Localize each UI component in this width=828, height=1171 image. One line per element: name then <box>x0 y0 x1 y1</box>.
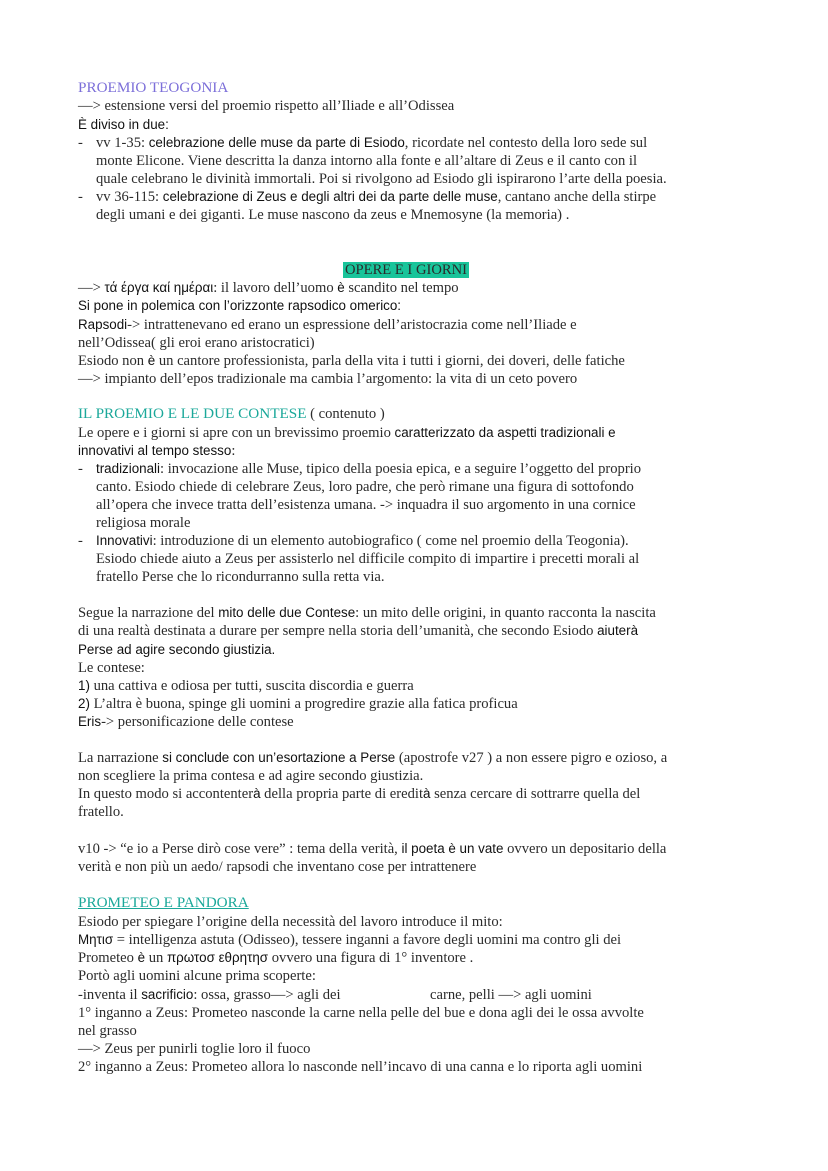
text: : invocazione alle Muse, tipico della poesia epica, e a seguire l’oggetto del proprio <box>160 461 642 477</box>
bold-text: il poeta è un vate <box>401 841 504 856</box>
text: —> <box>78 280 105 296</box>
text-line: non scegliere la prima contesa e ad agire secondo giustizia. <box>78 768 424 784</box>
bold-text: à <box>423 786 431 801</box>
text: senza cercare di sottrarre quella del <box>430 786 641 802</box>
text: una cattiva e odiosa per tutti, suscita discordia e guerra <box>89 678 414 694</box>
bold-text: si conclude con un’esortazione a Perse <box>162 750 396 765</box>
text-line: fratello Perse che lo ricondurranno sulla retta via. <box>96 569 385 585</box>
text-line: 1° inganno a Zeus: Prometeo nasconde la carne nella pelle del bue e dona agli dei le ossa avvolte <box>78 1005 644 1021</box>
bold-text: è <box>137 950 146 965</box>
text-line: nell’Odissea( gli eroi erano aristocratici) <box>78 335 315 351</box>
text: -inventa il <box>78 987 142 1003</box>
text-line: Esiodo chiede aiuto a Zeus per assisterlo nel difficile compito di impartire i precetti morali al <box>96 551 640 567</box>
highlighted-title: OPERE E I GIORNI <box>345 262 468 278</box>
text-line: —> Zeus per punirli toglie loro il fuoco <box>78 1041 311 1057</box>
bold-text: mito delle due Contese <box>218 605 356 620</box>
bold-text: Eris <box>78 714 102 729</box>
text-line <box>78 840 666 858</box>
section-title-opere-e-giorni <box>343 261 469 279</box>
text-line: fratello. <box>78 804 124 820</box>
text: della propria parte di eredit <box>260 786 424 802</box>
text-line <box>78 622 638 640</box>
text-line <box>78 352 625 370</box>
bold-text: tradizionali <box>96 461 161 476</box>
bold-text: celebrazione di Zeus e degli altri dei da parte delle muse <box>162 189 498 204</box>
text-line: —> impianto dell’epos tradizionale ma cambia l’argomento: la vita di un ceto povero <box>78 371 578 387</box>
text: vv 1-35: <box>96 135 149 151</box>
text: ovvero una figura di 1° inventore . <box>268 950 474 966</box>
text-line: all’opera che invece tratta dell’esistenza umana. -> inquadra il suo argomento in una cornice <box>96 497 636 513</box>
text-line <box>78 316 577 334</box>
text: -> intrattenevano ed erano un espressione dell’aristocrazia come nell’Iliade e <box>127 317 577 333</box>
text: Le opere e i giorni si apre con un brevissimo proemio <box>78 425 395 441</box>
text: v10 -> “e io a Perse dirò cose vere” : tema della verità, <box>78 841 402 857</box>
section-title-prometeo-pandora: PROMETEO E PANDORA <box>78 894 249 911</box>
greek-text: τά έργα καί ημέραι <box>104 280 214 295</box>
text: : <box>231 443 236 459</box>
text-line: canto. Esiodo chiede di celebrare Zeus, loro padre, che però rimane una figura di sottofondo <box>96 479 634 495</box>
title-text: IL PROEMIO E LE DUE CONTESE <box>78 405 307 422</box>
text: L’altra è buona, spinge gli uomini a progredire grazie alla fatica proficua <box>89 696 518 712</box>
bullet-dash: - <box>78 189 83 205</box>
text-line: quale celebrano le divinità immortali. Poi si rivolgono ad Esiodo gli ispirarono l’arte della poesia. <box>96 171 667 187</box>
text: : un mito delle origini, in quanto racconta la nascita <box>355 605 656 621</box>
text-line: È diviso in due: <box>78 117 169 132</box>
text: ovvero un depositario della <box>503 841 667 857</box>
bold-text: sacrificio <box>141 987 194 1002</box>
bold-text: celebrazione delle muse da parte di Esiodo <box>148 135 405 150</box>
text: La narrazione <box>78 750 163 766</box>
text: Esiodo non <box>78 353 148 369</box>
bold-text: è <box>337 280 345 295</box>
text-line <box>78 931 621 949</box>
text-line: Perse ad agire secondo giustizia. <box>78 642 276 657</box>
text-line: carne, pelli —> agli uomini <box>430 987 592 1003</box>
text-line <box>78 749 667 767</box>
text-line <box>78 424 616 442</box>
bullet-item <box>78 134 647 152</box>
text: un <box>145 950 167 966</box>
bullet-item <box>78 460 641 478</box>
numbered-item <box>78 677 414 695</box>
greek-text: Μητισ <box>78 932 114 947</box>
text: Segue la narrazione del <box>78 605 219 621</box>
text-line <box>78 279 459 297</box>
bold-text: Innovativi <box>96 533 153 548</box>
text-line: 2° inganno a Zeus: Prometeo allora lo nasconde nell’incavo di una canna e lo riporta agli uomini <box>78 1059 643 1075</box>
section-title-proemio-teogonia: PROEMIO TEOGONIA <box>78 79 229 96</box>
text: ( contenuto ) <box>306 406 385 422</box>
bold-text: è <box>147 353 156 368</box>
text: , cantano anche della stirpe <box>497 189 657 205</box>
text-line: religiosa morale <box>96 515 191 531</box>
text: un cantore professionista, parla della vita i tutti i giorni, dei doveri, delle fatiche <box>155 353 625 369</box>
text-line <box>78 442 235 460</box>
text-line: degli umani e dei giganti. Le muse nascono da zeus e Mnemosyne (la memoria) . <box>96 207 570 223</box>
text-line: nel grasso <box>78 1023 137 1039</box>
item-number: 1) <box>78 678 90 693</box>
text-line: Esiodo per spiegare l’origine della necessità del lavoro introduce il mito: <box>78 914 503 930</box>
section-title-proemio-due-contese <box>78 405 385 423</box>
text: Prometeo <box>78 950 138 966</box>
bullet-dash: - <box>78 533 83 549</box>
bold-text: Rapsodi <box>78 317 128 332</box>
bullet-item <box>78 188 656 206</box>
bullet-dash: - <box>78 461 83 477</box>
text: di una realtà destinata a durare per sempre nella storia dell’umanità, che secondo Esiodo <box>78 623 598 639</box>
text-line: monte Elicone. Viene descritta la danza intorno alla fonte e all’altare di Zeus e il canto con il <box>96 153 638 169</box>
text: (apostrofe v27 ) a non essere pigro e ozioso, a <box>395 750 668 766</box>
bold-text: aiuterà <box>597 623 639 638</box>
greek-text: πρωτοσ εθρητησ <box>166 950 269 965</box>
text: scandito nel tempo <box>344 280 459 296</box>
text: , ricordate nel contesto della loro sede sul <box>404 135 648 151</box>
text-line <box>78 713 294 731</box>
text: In questo modo si accontenter <box>78 786 254 802</box>
bold-text: caratterizzato da aspetti tradizionali e <box>394 425 616 440</box>
text: : il lavoro dell’uomo <box>213 280 338 296</box>
text-line <box>78 604 656 622</box>
text: -> personificazione delle contese <box>101 714 294 730</box>
text-line: Portò agli uomini alcune prima scoperte: <box>78 968 316 984</box>
item-number: 2) <box>78 696 90 711</box>
text-line: Le contese: <box>78 660 145 676</box>
bullet-dash: - <box>78 135 83 151</box>
text-line: verità e non più un aedo/ rapsodi che inventano cose per intrattenere <box>78 859 477 875</box>
bold-text: innovativi al tempo stesso <box>78 443 232 458</box>
bold-text: à <box>253 786 261 801</box>
text: : introduzione di un elemento autobiografico ( come nel proemio della Teogonia). <box>152 533 629 549</box>
text-line <box>78 986 341 1004</box>
text-line: Si pone in polemica con l’orizzonte rapsodico omerico: <box>78 298 402 313</box>
bullet-item <box>78 532 629 550</box>
text-line <box>78 949 473 967</box>
text: vv 36-115: <box>96 189 163 205</box>
numbered-item <box>78 695 518 713</box>
text: : ossa, grasso—> agli dei <box>193 987 341 1003</box>
text: = intelligenza astuta (Odisseo), tessere inganni a favore degli uomini ma contro gli dei <box>113 932 622 948</box>
text-line <box>78 785 640 803</box>
text-line: —> estensione versi del proemio rispetto all’Iliade e all’Odissea <box>78 98 455 114</box>
